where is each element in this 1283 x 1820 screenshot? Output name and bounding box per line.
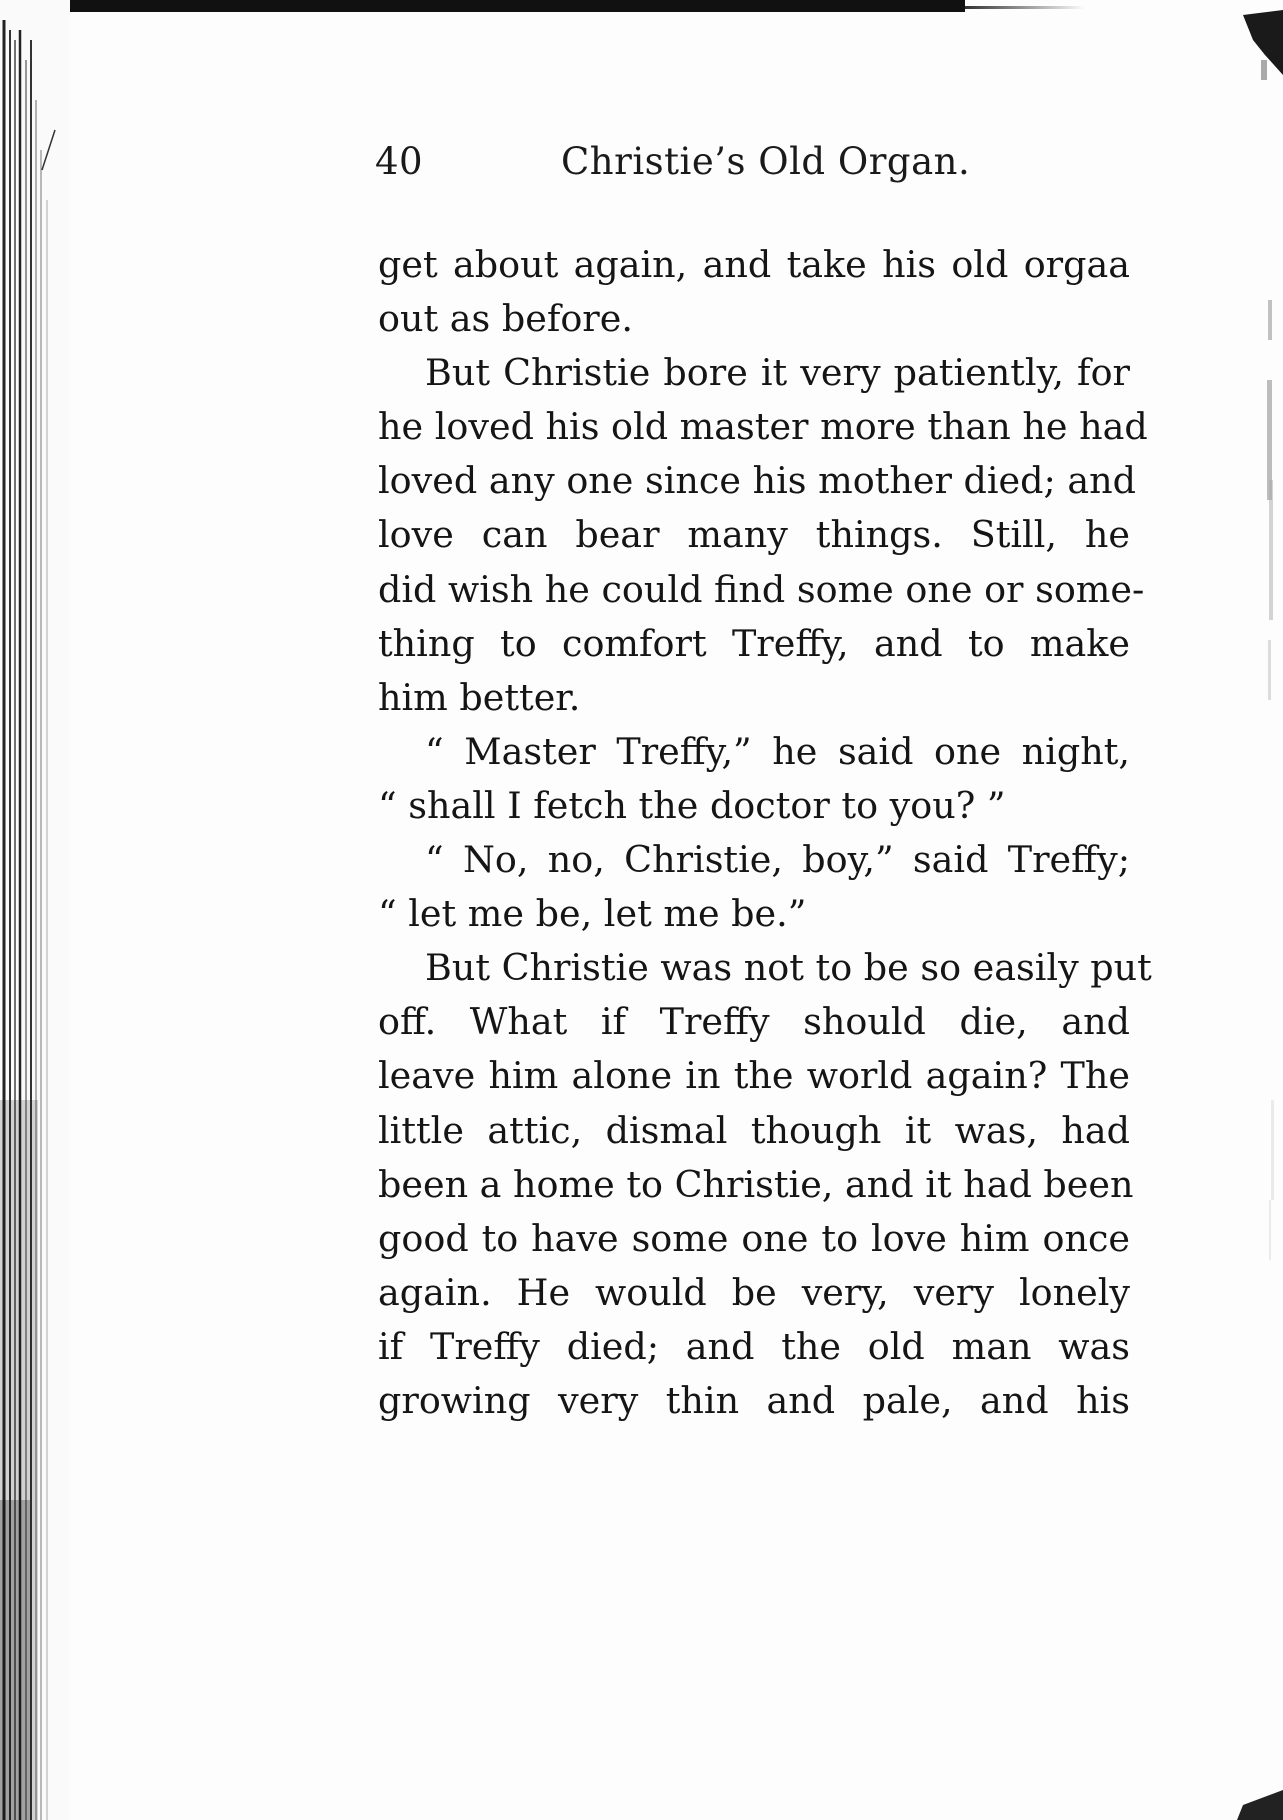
text-line: “ let me be, let me be.”: [378, 892, 807, 936]
body-text: [378, 238, 1152, 1428]
text-line: good to have some one to love him once: [378, 1216, 1130, 1260]
text-line: did wish he could find some one or some-: [378, 567, 1145, 611]
scan-right-edge: [1223, 0, 1283, 1820]
text-line: “ shall I fetch the doctor to you? ”: [378, 783, 1006, 827]
text-line: thing to comfort Treffy, and to make: [378, 621, 1130, 665]
running-title: Christie’s Old Organ.: [561, 140, 971, 183]
text-line: get about again, and take his old orgaa: [378, 243, 1130, 286]
text-line: “ Master Treffy,” he said one night,: [425, 729, 1130, 773]
text-line: him better.: [378, 675, 581, 719]
scan-top-rule-fade: [965, 6, 1085, 9]
text-line: if Treffy died; and the old man was: [378, 1324, 1130, 1368]
text-line: loved any one since his mother died; and: [378, 459, 1137, 503]
text-line: again. He would be very, very lonely: [378, 1270, 1130, 1314]
page-number: 40: [375, 140, 424, 183]
text-line: But Christie bore it very patiently, for: [425, 351, 1130, 395]
text-line: off. What if Treffy should die, and: [378, 1000, 1130, 1044]
text-line: love can bear many things. Still, he: [378, 513, 1130, 557]
binding-gutter: [0, 0, 70, 1820]
text-line: leave him alone in the world again? The: [378, 1054, 1130, 1098]
text-line: But Christie was not to be so easily put: [425, 946, 1152, 990]
scan-top-rule: [0, 0, 965, 12]
text-line: out as before.: [378, 297, 633, 341]
page-header: [375, 140, 975, 190]
text-line: little attic, dismal though it was, had: [378, 1108, 1130, 1152]
text-line: been a home to Christie, and it had been: [378, 1162, 1134, 1206]
text-line: growing very thin and pale, and his: [378, 1378, 1130, 1422]
text-line: “ No, no, Christie, boy,” said Treffy;: [425, 838, 1130, 882]
text-line: he loved his old master more than he had: [378, 405, 1148, 449]
